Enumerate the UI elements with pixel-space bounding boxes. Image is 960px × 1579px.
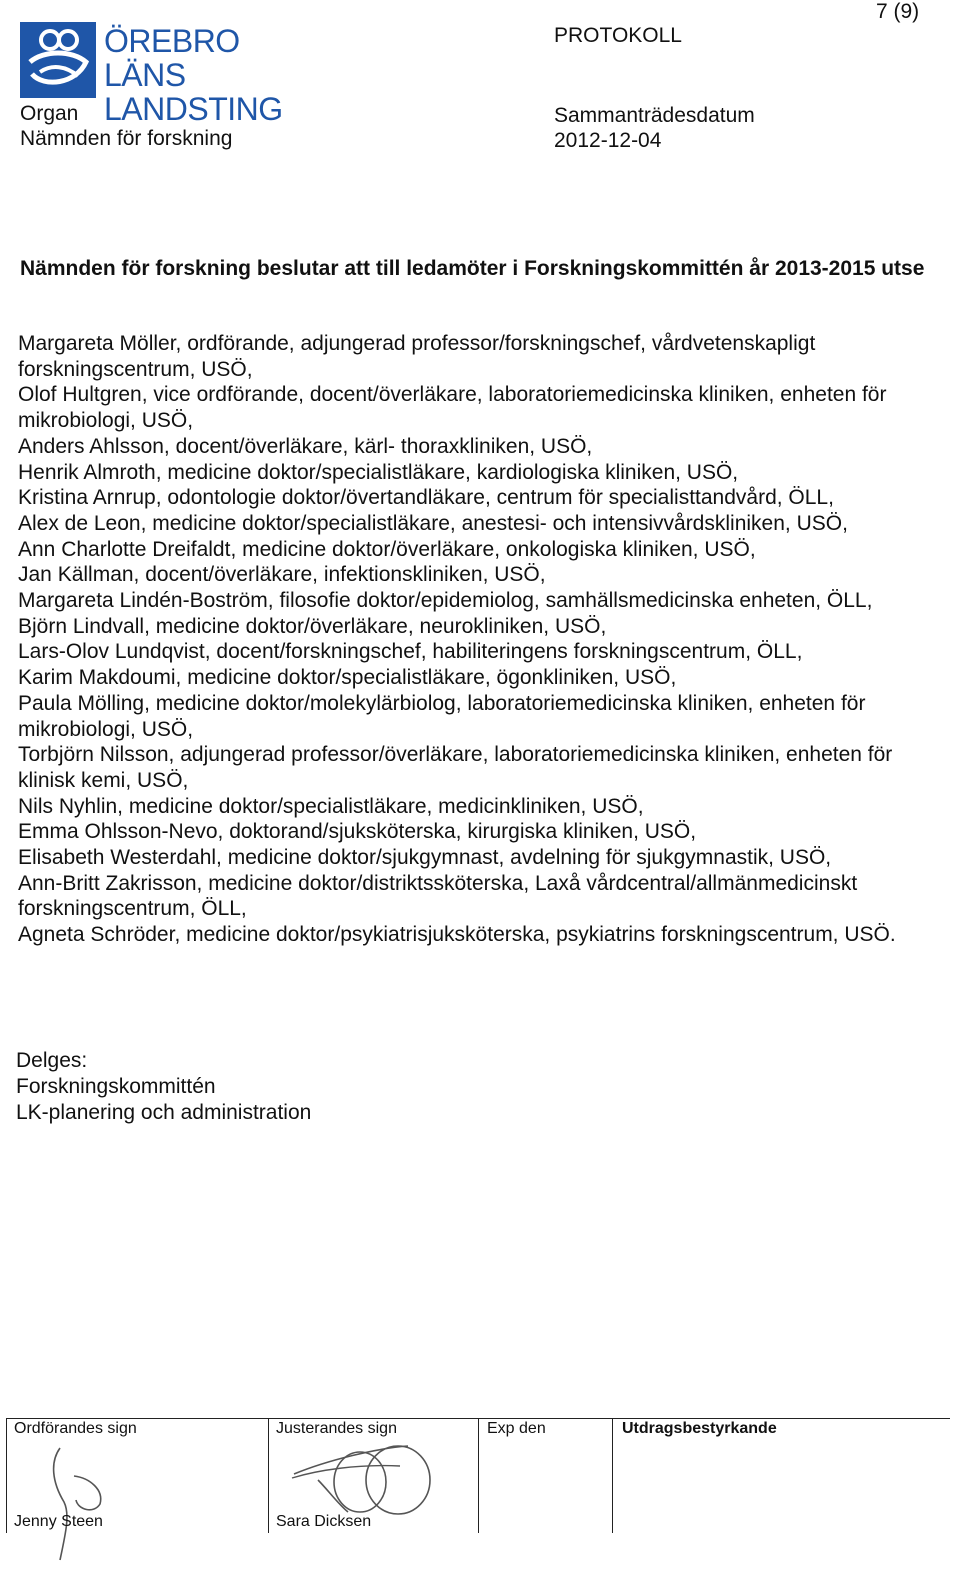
landsting-logo-icon [20,22,96,98]
adjuster-sign-label: Justerandes sign [276,1420,397,1437]
member-item: Emma Ohlsson-Nevo, doktorand/sjuksköterska, kirurgiska kliniken, USÖ, [18,820,697,844]
member-item: Alex de Leon, medicine doktor/specialistläkare, anestesi- och intensivvårdskliniken, USÖ, [18,511,848,535]
member-item: Ann Charlotte Dreifaldt, medicine doktor/överläkare, onkologiska kliniken, USÖ, [18,537,756,561]
member-list [18,331,953,948]
footer-divider [612,1418,613,1533]
org-name-line2: LANDSTING [104,91,283,127]
distribution-recipient: Forskningskommittén [16,1075,216,1098]
adjuster-name: Sara Dicksen [276,1513,372,1530]
page-number: 7 (9) [876,0,920,23]
adjuster-signature-icon [288,1440,448,1520]
meeting-date-value: 2012-12-04 [554,129,662,152]
member-item: Lars-Olov Lundqvist, docent/forskningschef, habiliteringens forskningscentrum, ÖLL, [18,640,803,664]
organ-label: Organ [20,102,79,125]
meeting-date-label: Sammanträdesdatum [554,104,755,127]
distribution-recipient: LK-planering och administration [16,1101,312,1124]
member-item: Margareta Möller, ordförande, adjungerad professor/forskningschef, vårdvetenskapligt forskningscentrum, USÖ, [18,332,816,381]
exp-date-label: Exp den [487,1420,546,1437]
member-item: Kristina Arnrup, odontologie doktor/övertandläkare, centrum för specialisttandvård, ÖLL, [18,486,834,510]
member-item: Ann-Britt Zakrisson, medicine doktor/distriktssköterska, Laxå vårdcentral/allmänmedicinskt forskningscentrum, ÖLL, [18,871,858,921]
organ-value: Nämnden för forskning [20,127,233,150]
org-name-line1: ÖREBRO LÄNS [104,23,240,93]
chair-name: Jenny Steen [14,1513,103,1530]
member-item: Björn Lindvall, medicine doktor/överläkare, neurokliniken, USÖ, [18,614,607,638]
member-item: Margareta Lindén-Boström, filosofie doktor/epidemiolog, samhällsmedicinska enheten, ÖLL, [18,589,873,613]
certification-label: Utdragsbestyrkande [622,1420,777,1437]
member-item: Torbjörn Nilsson, adjungerad professor/överläkare, laboratoriemedicinska kliniken, enheten för klinisk kemi, USÖ, [18,743,893,792]
chair-signature-icon [30,1442,130,1566]
distribution-label: Delges: [16,1049,88,1072]
document-type: PROTOKOLL [554,24,682,47]
member-item: Jan Källman, docent/överläkare, infektionskliniken, USÖ, [18,563,546,587]
member-item: Nils Nyhlin, medicine doktor/specialistläkare, medicinkliniken, USÖ, [18,794,644,818]
member-item: Paula Mölling, medicine doktor/molekylärbiolog, laboratoriemedicinska kliniken, enheten för mikrobiologi, USÖ, [18,691,866,741]
chair-sign-label: Ordförandes sign [14,1420,137,1437]
member-item: Olof Hultgren, vice ordförande, docent/överläkare, laboratoriemedicinska kliniken, enheten för mikrobiologi, USÖ, [18,383,887,433]
member-item: Karim Makdoumi, medicine doktor/specialistläkare, ögonkliniken, USÖ, [18,666,677,690]
distribution [16,1048,311,1126]
member-item: Elisabeth Westerdahl, medicine doktor/sjukgymnast, avdelning för sjukgymnastik, USÖ, [18,846,832,870]
footer-divider [268,1418,269,1533]
footer-divider [478,1418,479,1533]
resolution-heading: Nämnden för forskning beslutar att till ledamöter i Forskningskommittén år 2013-2015 utse [20,257,925,280]
member-item: Henrik Almroth, medicine doktor/specialistläkare, kardiologiska kliniken, USÖ, [18,460,739,484]
footer-divider [6,1418,7,1533]
org-name [104,24,320,126]
member-item: Agneta Schröder, medicine doktor/psykiatrisjuksköterska, psykiatrins forskningscentrum, USÖ. [18,923,896,947]
member-item: Anders Ahlsson, docent/överläkare, kärl- thoraxkliniken, USÖ, [18,434,593,458]
